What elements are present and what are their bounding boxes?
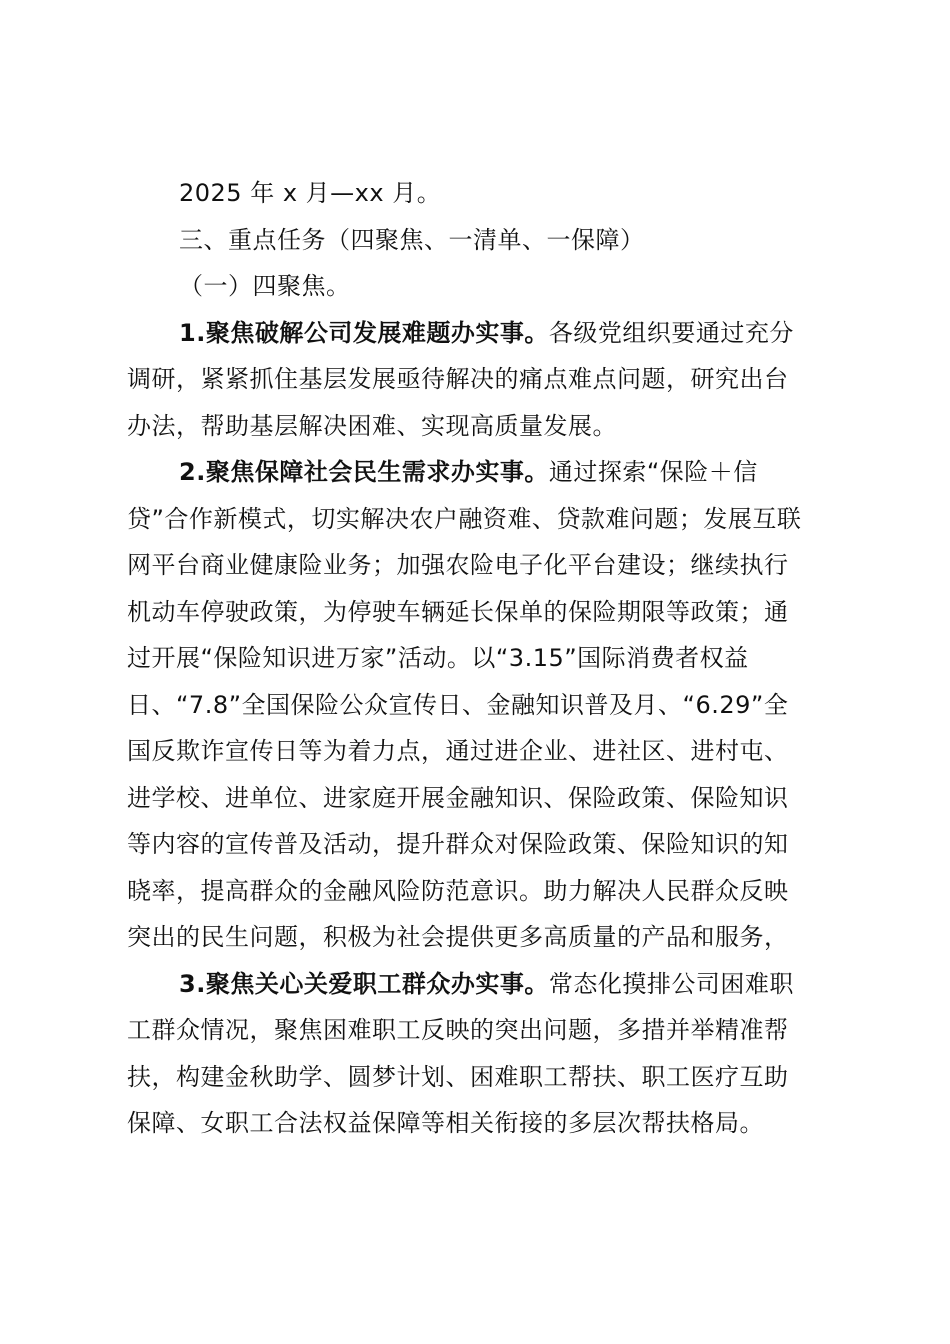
paragraph-2-heading: 2.聚焦保障社会民生需求办实事。 [179, 458, 549, 486]
paragraph-2-line-2: 贷”合作新模式，切实解决农户融资难、贷款难问题；发展互联 [127, 504, 802, 533]
subsection-heading: （一）四聚焦。 [179, 272, 351, 300]
paragraph-3-line-3: 扶，构建金秋助学、圆梦计划、困难职工帮扶、职工医疗互助 [127, 1062, 789, 1091]
paragraph-3-text: 常态化摸排公司困难职 [548, 969, 794, 998]
paragraph-2-line-6: 日、“7.8”全国保险公众宣传日、金融知识普及月、“6.29”全 [127, 690, 789, 719]
section-heading: 三、重点任务（四聚焦、一清单、一保障） [179, 225, 645, 254]
paragraph-2-line-7: 国反欺诈宣传日等为着力点，通过进企业、进社区、进村屯、 [127, 737, 789, 765]
paragraph-1-heading: 1.聚焦破解公司发展难题办实事。 [179, 318, 549, 347]
paragraph-2-line-10: 晓率，提高群众的金融风险防范意识。助力解决人民群众反映 [127, 876, 789, 905]
paragraph-3-heading: 3.聚焦关心关爱职工群众办实事。 [179, 969, 549, 998]
paragraph-1-line-1 [127, 310, 829, 357]
paragraph-1-text: 各级党组织要通过充分 [548, 318, 794, 347]
paragraph-3-line-2: 工群众情况，聚焦困难职工反映的突出问题，多措并举精准帮 [127, 1016, 789, 1044]
paragraph-1-line-2: 调研，紧紧抓住基层发展亟待解决的痛点难点问题，研究出台 [127, 365, 789, 393]
date-range-line: 2025 年 x 月—xx 月。 [179, 179, 442, 207]
paragraph-2-line-9: 等内容的宣传普及活动，提升群众对保险政策、保险知识的知 [127, 830, 789, 858]
paragraph-2-line-8: 进学校、进单位、进家庭开展金融知识、保险政策、保险知识 [127, 783, 789, 812]
paragraph-3-line-4: 保障、女职工合法权益保障等相关衔接的多层次帮扶格局。 [127, 1109, 764, 1137]
paragraph-3-line-1 [127, 961, 829, 1008]
paragraph-2-line-1 [127, 449, 829, 496]
paragraph-1 [127, 310, 829, 450]
document-body [127, 170, 829, 1147]
paragraph-2-line-4: 机动车停驶政策，为停驶车辆延长保单的保险期限等政策；通 [127, 597, 789, 626]
paragraph-2-line-3: 网平台商业健康险业务；加强农险电子化平台建设；继续执行 [127, 551, 789, 579]
paragraph-2 [127, 449, 829, 961]
paragraph-2-line-5: 过开展“保险知识进万家”活动。以“3.15”国际消费者权益 [127, 644, 749, 672]
paragraph-2-line-11: 突出的民生问题，积极为社会提供更多高质量的产品和服务， [127, 923, 789, 951]
paragraph-2-text: 通过探索“保险＋信 [548, 458, 758, 486]
paragraph-3 [127, 961, 829, 1147]
paragraph-1-line-3: 办法，帮助基层解决困难、实现高质量发展。 [127, 411, 617, 440]
